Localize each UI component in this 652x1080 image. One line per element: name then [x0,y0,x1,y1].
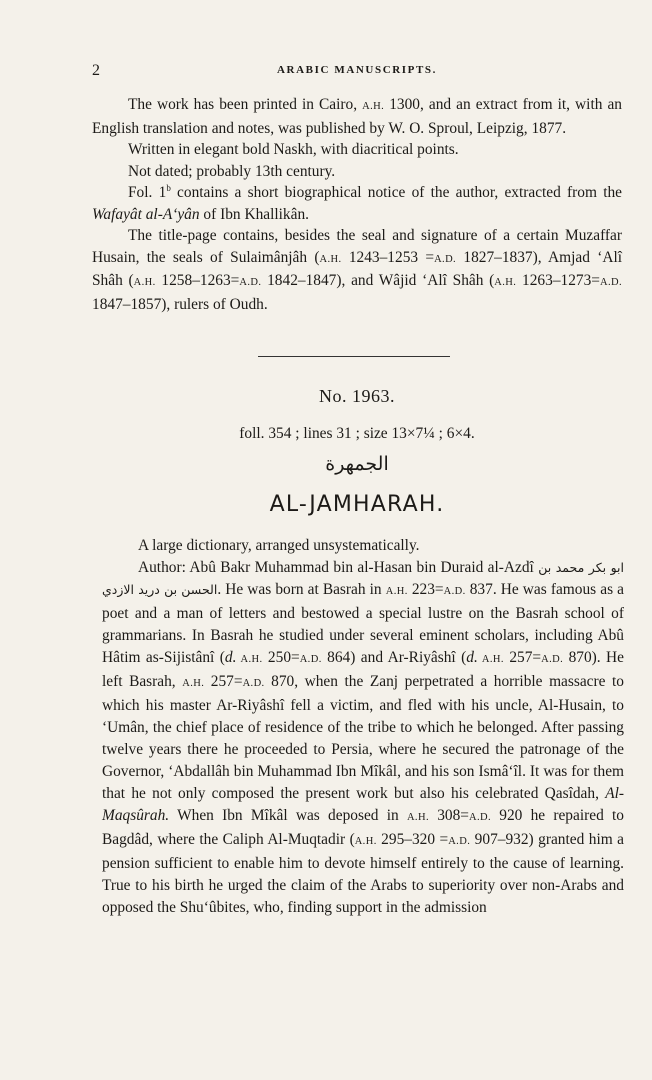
arabic-title: الجمهرة [325,453,389,475]
folio-details: foll. 354 ; lines 31 ; size 13×7¼ ; 6×4. [239,425,475,442]
printing-note: The work has been printed in Cairo, A.H. 1300, and an extract from it, with an English translation and notes, was published by W. O. Sproul, Leipzig, 1877. [92,96,622,137]
arabic-author-name: ابو بكر محمد بن الحسن بن دريد الازدي [102,560,625,597]
section-divider [258,356,450,357]
date-note: Not dated; probably 13th century. [128,162,336,180]
title-page-note: The title-page contains, besides the seal and signature of a certain Muzaffar Husain, the seals of Sulaimânjâh (A.H. 1243–1253 =A.D. 1827–1837), Amjad ‘Alî Shâh (A.H. 1258–1263=A.D. 1842–1847), and Wâjid ‘Alî Shâh (A.H. 1263–1273=A.D. 1847–1857), rulers of Oudh. [92,227,623,313]
entry-description [102,535,624,919]
previous-entry-notes [92,94,622,315]
running-title: ARABIC MANUSCRIPTS. [277,64,437,76]
page-number: 2 [92,62,100,79]
entry-number: No. 1963. [319,386,395,406]
summary-paragraph: A large dictionary, arranged unsystematically. [138,537,420,554]
author-paragraph: Author: Abû Bakr Muhammad bin al-Hasan bin Duraid al-Azdî ابو بكر محمد بن الحسن بن دريد الازدي. He was born at Basrah in A.H. 223=A.D. 837. He was famous as a poet and a man of letters and bestowed a special lustre on the Basrah school of grammarians. In Basrah he studied under several eminent scholars, including Abû Hâtim as-Sijistânî (d. A.H. 250=A.D. 864) and Ar-Riyâshî (d. A.H. 257=A.D. 870). He left Basrah, A.H. 257=A.D. 870, when the Zanj perpetrated a horrible massacre to which his master Ar-Riyâshî fell a victim, and fled with his uncle, Al-Husain, to ‘Umân, the chief place of residence of the tribe to which he belonged. After passing twelve years there he proceeded to Persia, where he secured the patronage of the Governor, ‘Abdallâh bin Muhammad Ibn Mîkâl, and his son Ismâ‘îl. It was for them that he not only composed the present work but also his celebrated Qasîdah, Al-Maqsûrah. When Ibn Mîkâl was deposed in A.H. 308=A.D. 920 he repaired to Bagdâd, where the Caliph Al-Muqtadir (A.H. 295–320 =A.D. 907–932) granted him a pension sufficient to enable him to devote himself entirely to the cause of learning. True to his birth he urged the claim of the Arabs to superiority over non-Arabs and opposed the Shu‘ûbites, who, finding support in the admission [102,559,625,916]
page-header [92,62,622,82]
script-note: Written in elegant bold Naskh, with diacritical points. [128,141,459,158]
entry-title: AL-JAMHARAH. [269,492,445,517]
folio-note: Fol. 1$^b$ contains a short biographical notice of the author, extracted from the Wafayât al-A‘yân of Ibn Khallikân. [92,182,623,223]
